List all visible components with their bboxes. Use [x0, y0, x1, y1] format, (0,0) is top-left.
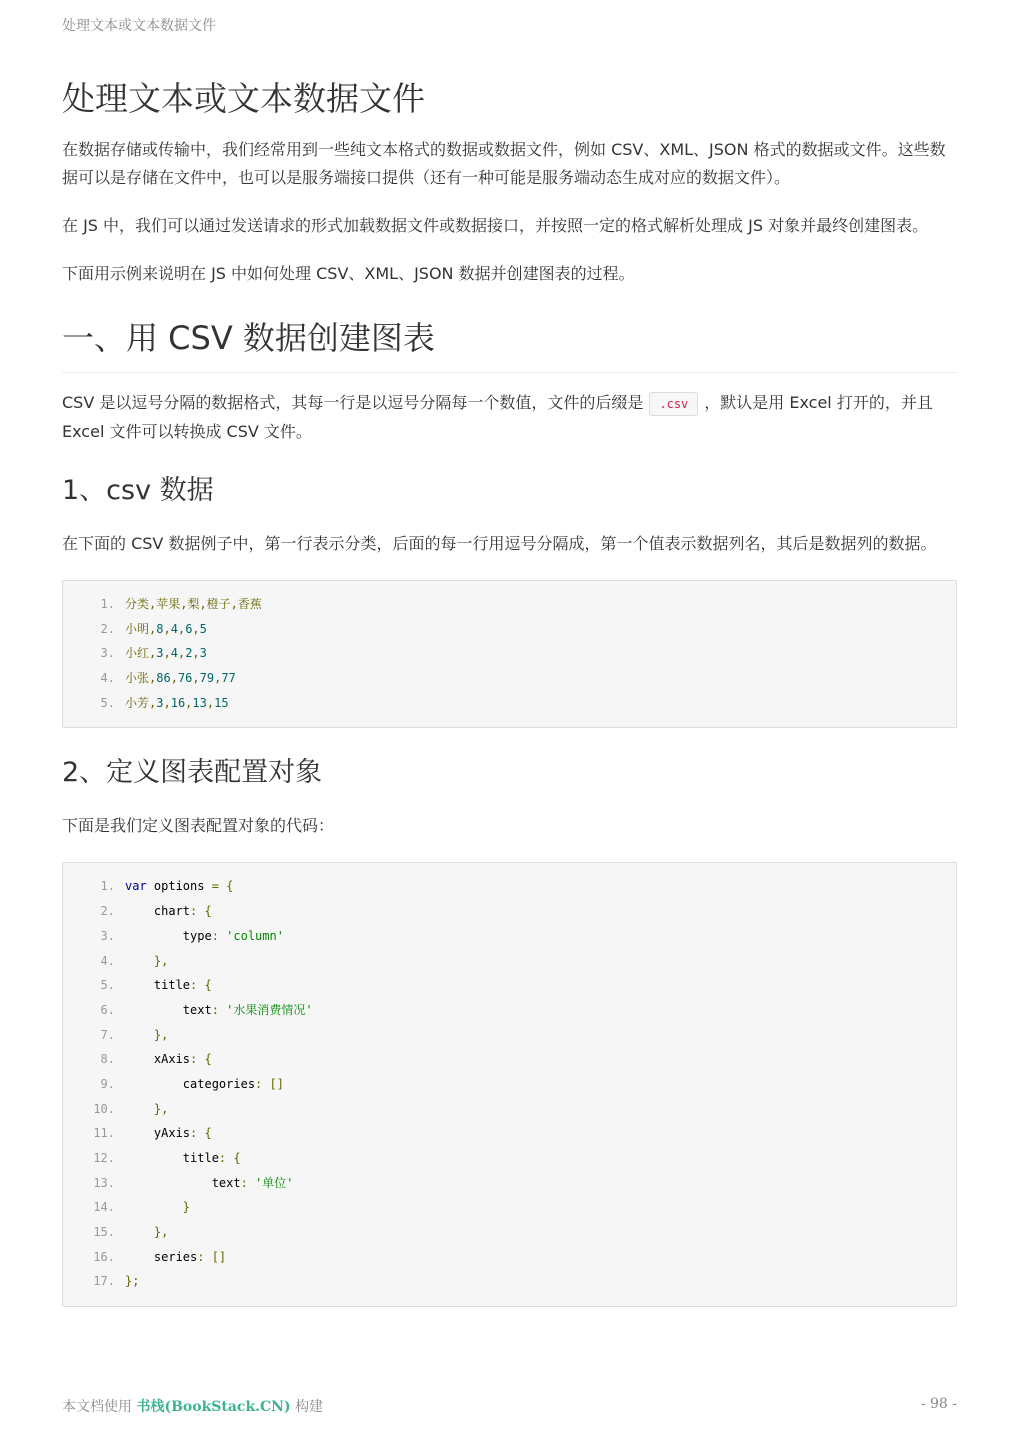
- line-number: 5.: [100, 978, 115, 993]
- code-token: ,: [149, 671, 157, 686]
- code-line: [63, 666, 956, 691]
- code-token: 8: [156, 621, 164, 636]
- code-token: '单位': [255, 1175, 294, 1190]
- code-text: [125, 899, 212, 924]
- line-number: 16.: [93, 1249, 115, 1264]
- code-line: [63, 973, 956, 998]
- code-token: },: [125, 1101, 169, 1116]
- code-token: ,: [149, 646, 157, 661]
- line-number: 17.: [93, 1274, 115, 1289]
- line-number: 7.: [100, 1027, 115, 1042]
- code-token: ,: [177, 621, 186, 636]
- code-token: },: [125, 953, 169, 968]
- line-number: 2.: [100, 621, 115, 636]
- line-number: 1.: [100, 597, 115, 611]
- code-token: yAxis: [125, 1126, 191, 1141]
- code-line: [63, 924, 956, 949]
- code-token: ,: [185, 695, 193, 710]
- line-number: 4.: [100, 953, 115, 968]
- code-token: ,: [163, 695, 171, 710]
- code-token: 3: [199, 646, 207, 661]
- code-token: ,: [206, 695, 215, 710]
- code-token: ,: [163, 621, 171, 636]
- line-number: 9.: [100, 1076, 115, 1091]
- code-token: ,: [192, 671, 200, 686]
- intro-paragraph-1: 在数据存储或传输中，我们经常用到一些纯文本格式的数据或数据文件，例如 CSV、XML、JSON 格式的数据或文件。这些数据可以是存储在文件中，也可以是服务端接口提供（还有一种可能是服务端动态生成对应的数据文件）。: [62, 140, 946, 187]
- code-token: : []: [255, 1076, 284, 1091]
- code-line: [63, 949, 956, 974]
- code-line: [63, 641, 956, 666]
- code-text: [125, 1171, 294, 1196]
- code-token: 小明: [125, 621, 150, 636]
- footer-prefix: 本文档使用: [62, 1399, 132, 1415]
- code-text: [125, 1269, 139, 1294]
- section-title-csv: 一、用 CSV 数据创建图表: [62, 318, 957, 373]
- code-text: [125, 874, 233, 899]
- code-text: [125, 949, 168, 974]
- code-token: ,: [163, 646, 171, 661]
- code-text: [125, 998, 313, 1023]
- code-token: 'column': [226, 928, 284, 943]
- csv-data-paragraph: 在下面的 CSV 数据例子中，第一行表示分类，后面的每一行用逗号分隔成，第一个值表示数据列名，其后是数据列的数据。: [62, 534, 937, 553]
- csv-code-block[interactable]: [62, 580, 957, 728]
- code-token: title: [125, 1151, 219, 1165]
- code-text: [125, 1097, 168, 1122]
- code-token: ,: [170, 671, 178, 686]
- code-token: text: [125, 1002, 212, 1017]
- code-token: : {: [190, 978, 212, 993]
- code-token: text: [125, 1175, 241, 1190]
- code-line: [63, 998, 956, 1023]
- code-text: [125, 1195, 190, 1220]
- code-line: [63, 691, 956, 716]
- code-text: [125, 592, 262, 617]
- code-line: [63, 617, 956, 642]
- code-line: [63, 874, 956, 899]
- code-token: : {: [190, 1126, 212, 1141]
- code-token: ,: [149, 621, 157, 636]
- code-token: ,: [192, 646, 200, 661]
- code-line: [63, 1072, 956, 1097]
- code-token: 3: [156, 695, 164, 710]
- chart-options-paragraph: 下面是我们定义图表配置对象的代码：: [62, 816, 335, 836]
- code-text: [125, 691, 229, 716]
- line-number: 14.: [93, 1200, 115, 1215]
- code-token: ,: [192, 621, 200, 636]
- code-token: 小张: [125, 671, 150, 686]
- code-token: 分类,苹果,梨,橙子,香蕉: [125, 597, 262, 611]
- code-token: : {: [190, 1052, 212, 1067]
- code-token: 13: [192, 695, 207, 710]
- document-body: [62, 78, 957, 1327]
- code-token: :: [211, 1002, 227, 1017]
- code-text: [125, 666, 236, 691]
- code-token: },: [125, 1225, 169, 1240]
- inline-code-csv-extension: .csv: [649, 392, 698, 416]
- code-token: },: [125, 1027, 169, 1042]
- page-title: 处理文本或文本数据文件: [62, 79, 425, 118]
- code-token: 小芳: [125, 695, 150, 710]
- code-text: [125, 1072, 284, 1097]
- code-token: : {: [190, 904, 212, 919]
- footer-brand-link[interactable]: 书栈(BookStack.CN): [136, 1399, 291, 1415]
- code-line: [63, 1047, 956, 1072]
- code-token: title: [125, 978, 191, 993]
- line-number: 11.: [93, 1126, 115, 1141]
- code-line: [63, 1097, 956, 1122]
- csv-description-text-before: CSV 是以逗号分隔的数据格式，其每一行是以逗号分隔每一个数值，文件的后缀是: [62, 393, 644, 412]
- code-text: [125, 1121, 212, 1146]
- code-token: type: [125, 928, 212, 943]
- line-number: 6.: [100, 1002, 115, 1017]
- code-token: var: [125, 879, 147, 894]
- code-token: chart: [125, 904, 191, 919]
- line-number: 8.: [100, 1052, 115, 1067]
- code-line: [63, 1023, 956, 1048]
- code-text: [125, 924, 284, 949]
- code-line: [63, 899, 956, 924]
- line-number: 3.: [100, 646, 115, 661]
- code-line: [63, 592, 956, 617]
- code-text: [125, 973, 212, 998]
- subsection-title-chart-options: 2、定义图表配置对象: [62, 757, 323, 789]
- js-code-block[interactable]: [62, 862, 957, 1307]
- code-token: 5: [199, 621, 207, 636]
- code-token: : []: [197, 1249, 227, 1264]
- subsection-title-csv-data: 1、csv 数据: [62, 475, 214, 506]
- code-text: [125, 1023, 168, 1048]
- code-token: 16: [170, 695, 186, 710]
- code-text: [125, 1245, 226, 1270]
- code-token: = {: [211, 879, 234, 894]
- code-token: 79: [199, 671, 215, 686]
- code-token: 4: [170, 621, 178, 636]
- code-token: 15: [214, 695, 229, 710]
- code-token: '水果消费情况': [226, 1002, 313, 1017]
- code-text: [125, 1220, 168, 1245]
- code-token: xAxis: [125, 1052, 191, 1067]
- code-token: :: [211, 928, 227, 943]
- code-token: ,: [177, 646, 186, 661]
- code-token: 6: [185, 621, 193, 636]
- code-token: series: [125, 1249, 198, 1264]
- code-line: [63, 1171, 956, 1196]
- line-number: 3.: [100, 928, 115, 943]
- line-number: 4.: [100, 671, 115, 686]
- code-token: 76: [177, 671, 193, 686]
- code-line: [63, 1220, 956, 1245]
- intro-paragraph-3: 下面用示例来说明在 JS 中如何处理 CSV、XML、JSON 数据并创建图表的过程。: [62, 264, 635, 283]
- csv-description-text-after: ，默认是用 Excel 打开的，并且 Excel 文件可以转换成 CSV 文件。: [62, 393, 933, 441]
- code-text: [125, 641, 207, 666]
- running-header: 处理文本或文本数据文件: [62, 18, 216, 34]
- code-line: [63, 1269, 956, 1294]
- code-token: };: [125, 1274, 140, 1289]
- line-number: 13.: [93, 1175, 115, 1190]
- code-text: [125, 1047, 212, 1072]
- code-line: [63, 1245, 956, 1270]
- line-number: 1.: [100, 879, 115, 894]
- code-token: : {: [218, 1151, 241, 1165]
- line-number: 15.: [93, 1225, 115, 1240]
- code-token: :: [240, 1175, 256, 1190]
- code-line: [63, 1121, 956, 1146]
- code-line: [63, 1195, 956, 1220]
- code-token: options: [146, 879, 212, 894]
- code-token: 2: [185, 646, 193, 661]
- code-token: 77: [221, 671, 236, 686]
- line-number: 10.: [93, 1101, 115, 1116]
- code-text: [125, 1146, 241, 1171]
- code-token: 小红: [125, 646, 150, 661]
- code-token: 4: [170, 646, 178, 661]
- csv-description-paragraph: [62, 389, 957, 446]
- code-token: ,: [214, 671, 222, 686]
- code-token: categories: [125, 1076, 256, 1091]
- footer-suffix: 构建: [295, 1399, 324, 1415]
- code-token: 86: [156, 671, 171, 686]
- intro-paragraph-2: 在 JS 中，我们可以通过发送请求的形式加载数据文件或数据接口，并按照一定的格式解析处理成 JS 对象并最终创建图表。: [62, 216, 929, 235]
- line-number: 2.: [100, 904, 115, 919]
- footer-credit: [62, 1396, 323, 1416]
- code-token: 3: [156, 646, 164, 661]
- page-number: - 98 -: [920, 1396, 957, 1412]
- code-text: [125, 617, 207, 642]
- line-number: 5.: [100, 695, 115, 710]
- code-line: [63, 1146, 956, 1171]
- code-token: }: [125, 1200, 191, 1215]
- code-token: ,: [149, 695, 157, 710]
- line-number: 12.: [93, 1151, 115, 1165]
